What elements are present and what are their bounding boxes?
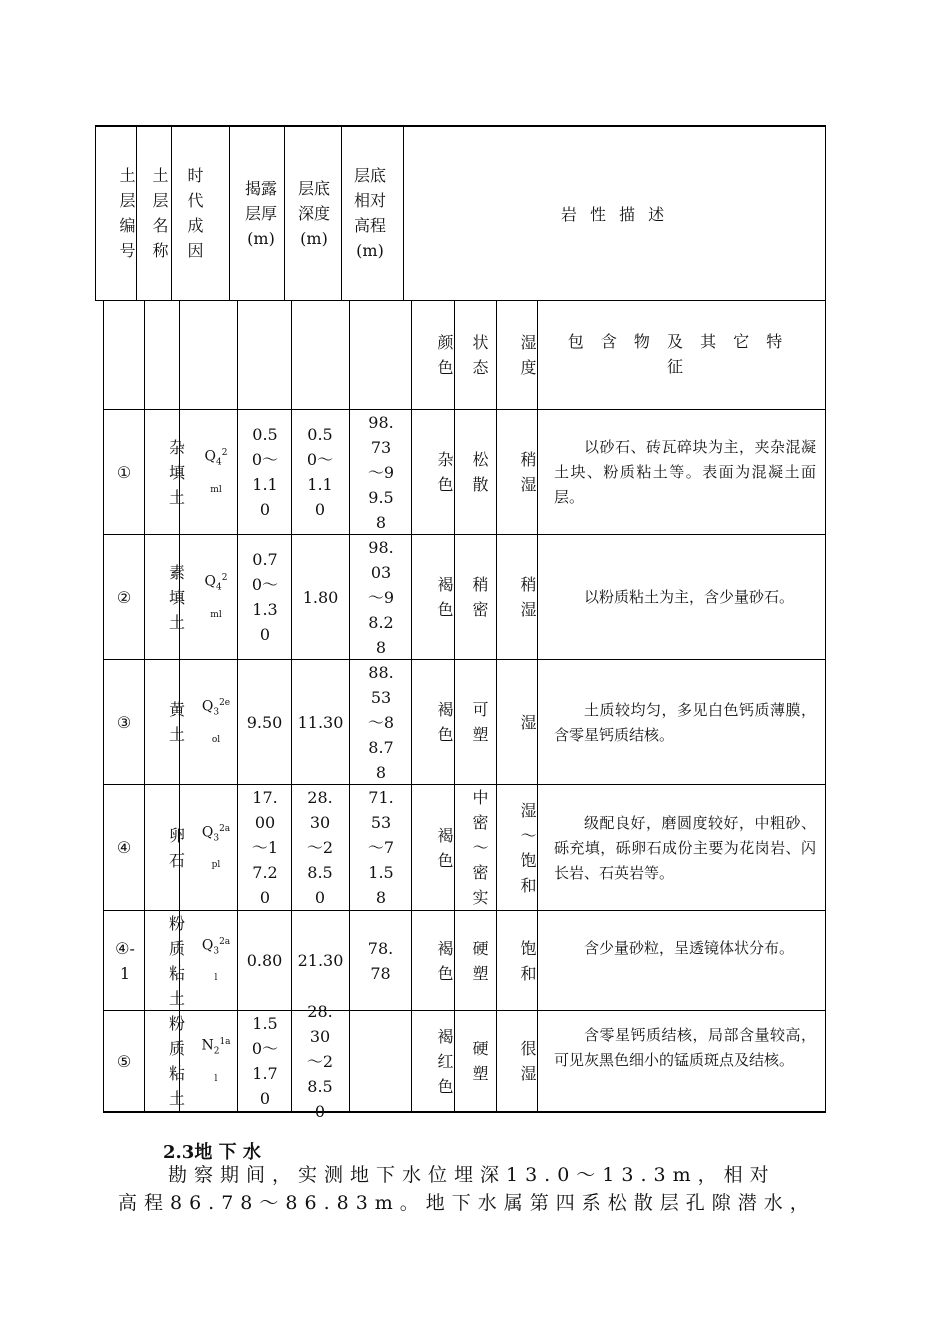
row-age: $Q_4^2$ ml: [204, 448, 228, 495]
row-depth: 0.50～1.10: [306, 425, 334, 519]
row-age: $N_2^{1a}$ l: [201, 1037, 231, 1084]
row-elevation: [350, 1011, 411, 1111]
row-name: 素填土: [168, 562, 185, 632]
row-depth: 28.30～28.50: [306, 788, 334, 907]
row-name: 杂填土: [168, 437, 185, 507]
row-thickness: 9.50: [246, 712, 283, 732]
header-description: 岩 性 描 述: [560, 204, 669, 224]
row-no: ③: [116, 712, 132, 732]
row-description: 含零星钙质结核，局部含量较高，可见灰黑色细小的锰质斑点及结核。: [554, 1026, 816, 1069]
subheader-inclusions: 包 含 物 及 其 它 特 征: [567, 332, 789, 376]
row-no: ①: [116, 462, 132, 482]
row-humidity: 很湿: [520, 1039, 537, 1083]
row-name: 粉质粘土: [168, 1014, 185, 1108]
row-state: 可塑: [472, 700, 489, 744]
row-thickness: 1.50～1.70: [251, 1014, 279, 1108]
row-no: ④: [116, 838, 132, 857]
row-color: 褐色: [437, 700, 454, 744]
row-description: 以砂石、砖瓦碎块为主，夹杂混凝土块、粉质粘土等。表面为混凝土面层。: [554, 438, 816, 506]
row-state: 硬塑: [472, 938, 489, 983]
row-description: 土质较均匀，多见白色钙质薄膜，含零星钙质结核。: [554, 701, 816, 744]
section-heading: 2.3地 下 水: [163, 1142, 261, 1163]
header-thickness: 揭露层厚(m): [244, 178, 277, 248]
subheader-humidity: 湿度: [520, 333, 537, 377]
row-no: ②: [116, 587, 132, 607]
row-color: 褐红色: [437, 1026, 454, 1096]
row-elevation: 98.73～99.58: [367, 412, 395, 532]
row-humidity: 饱和: [520, 938, 537, 983]
subheader-color: 颜色: [437, 333, 454, 377]
row-name: 卵石: [168, 825, 185, 870]
row-description: 以粉质粘土为主，含少量砂石。: [584, 588, 795, 606]
row-no: ④-1: [115, 938, 135, 983]
row-elevation: 78.78: [367, 938, 394, 983]
header-depth: 层底深度(m): [297, 178, 330, 248]
row-color: 褐色: [437, 825, 454, 870]
row-humidity: 稍湿: [520, 450, 537, 494]
row-depth: 1.80: [302, 587, 339, 607]
row-thickness: 0.80: [246, 951, 283, 970]
row-age: $Q_3^{2a}$ l: [201, 936, 231, 984]
paragraph-line-1: 勘察期间，实测地下水位埋深13.0～13.3m，相对: [168, 1164, 776, 1186]
row-humidity: 湿: [520, 712, 537, 732]
paragraph-line-2: 高程86.78～86.83m。地下水属第四系松散层孔隙潜水，: [118, 1192, 816, 1214]
row-elevation: 71.53～71.58: [367, 788, 395, 907]
row-name: 粉质粘土: [168, 913, 185, 1008]
header-age: 时代成因: [187, 166, 204, 260]
row-age: $Q_3^{2a}$ pl: [201, 823, 231, 871]
row-color: 杂色: [437, 450, 454, 494]
row-thickness: 0.70～1.30: [251, 550, 279, 644]
row-elevation: 98.03～98.28: [367, 537, 395, 657]
row-age: $Q_3^{2e}$ ol: [201, 698, 231, 745]
row-thickness: 0.50～1.10: [251, 425, 279, 519]
row-state: 松散: [472, 450, 489, 494]
subheader-state: 状态: [472, 333, 489, 377]
row-color: 褐色: [437, 575, 454, 619]
row-depth: 11.30: [297, 712, 344, 732]
row-description: 级配良好，磨圆度较好，中粗砂、砾充填，砾卵石成份主要为花岗岩、闪长岩、石英岩等。: [554, 814, 816, 882]
row-description: 含少量砂粒，呈透镜体状分布。: [584, 939, 795, 957]
row-no: ⑤: [116, 1051, 132, 1071]
row-age: $Q_4^2$ ml: [204, 573, 228, 620]
row-humidity: 稍湿: [520, 575, 537, 619]
header-elevation: 层底相对高程(m): [353, 166, 386, 260]
row-elevation: 88.53～88.78: [367, 662, 395, 782]
row-depth: 21.30: [297, 951, 344, 970]
row-name: 黄土: [168, 700, 185, 744]
row-humidity: 湿～饱和: [520, 800, 537, 895]
row-thickness: 17.00～17.20: [251, 788, 279, 907]
row-state: 硬塑: [472, 1039, 489, 1083]
row-color: 褐色: [437, 938, 454, 983]
header-name: 土层名称: [152, 166, 169, 260]
row-depth: 28.30～28.50: [306, 1001, 334, 1121]
header-no: 土层编号: [119, 166, 136, 260]
row-state: 中密～密实: [472, 788, 489, 907]
row-state: 稍密: [472, 575, 489, 619]
